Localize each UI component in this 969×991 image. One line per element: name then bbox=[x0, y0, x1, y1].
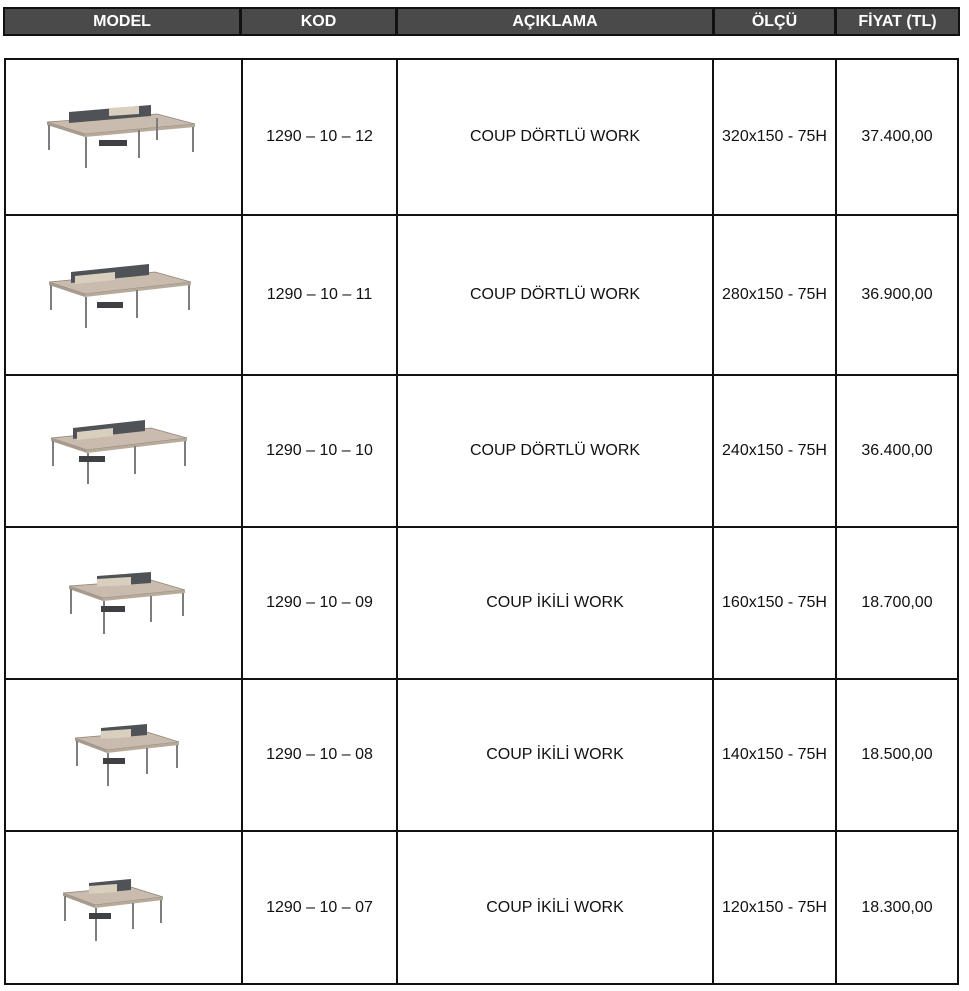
olcu-cell: 140x150 - 75H bbox=[714, 680, 837, 830]
price-table bbox=[4, 58, 959, 985]
kod-cell: 1290 – 10 – 09 bbox=[243, 528, 398, 678]
fiyat-cell: 18.300,00 bbox=[861, 898, 933, 916]
coup-four-person-desk-icon bbox=[39, 406, 209, 496]
model-image-cell bbox=[6, 60, 243, 214]
header-olcu: ÖLÇÜ bbox=[715, 9, 837, 34]
fiyat-cell: 18.700,00 bbox=[861, 594, 933, 611]
header-model: MODEL bbox=[5, 9, 242, 34]
model-image-cell bbox=[6, 376, 243, 526]
fiyat-cell: 37.400,00 bbox=[861, 128, 933, 145]
kod-cell: 1290 – 10 – 07 bbox=[243, 832, 398, 983]
coup-two-person-desk-icon bbox=[39, 863, 209, 953]
aciklama-cell: COUP DÖRTLÜ WORK bbox=[398, 216, 714, 374]
fiyat-cell: 36.400,00 bbox=[861, 442, 933, 459]
aciklama-cell: COUP İKİLİ WORK bbox=[398, 528, 714, 678]
kod-cell: 1290 – 10 – 11 bbox=[243, 216, 398, 374]
model-image-cell bbox=[6, 528, 243, 678]
kod-cell: 1290 – 10 – 08 bbox=[243, 680, 398, 830]
olcu-cell: 240x150 - 75H bbox=[714, 376, 837, 526]
model-image-cell bbox=[6, 832, 243, 983]
kod-cell: 1290 – 10 – 10 bbox=[243, 376, 398, 526]
fiyat-cell: 18.500,00 bbox=[861, 746, 933, 763]
fiyat-cell: 36.900,00 bbox=[861, 286, 933, 303]
coup-two-person-desk-icon bbox=[39, 558, 209, 648]
table-row bbox=[6, 216, 957, 376]
aciklama-cell: COUP DÖRTLÜ WORK bbox=[398, 376, 714, 526]
olcu-cell: 320x150 - 75H bbox=[714, 60, 837, 214]
coup-four-person-desk-icon bbox=[39, 92, 209, 182]
table-row bbox=[6, 376, 957, 528]
aciklama-cell: COUP DÖRTLÜ WORK bbox=[398, 60, 714, 214]
coup-two-person-desk-icon bbox=[39, 710, 209, 800]
header-aciklama: AÇIKLAMA bbox=[398, 9, 715, 34]
table-row bbox=[6, 60, 957, 216]
aciklama-cell: COUP İKİLİ WORK bbox=[398, 680, 714, 830]
model-image-cell bbox=[6, 216, 243, 374]
table-row bbox=[6, 528, 957, 680]
olcu-cell: 280x150 - 75H bbox=[714, 216, 837, 374]
olcu-cell: 160x150 - 75H bbox=[714, 528, 837, 678]
table-row bbox=[6, 832, 957, 983]
header-kod: KOD bbox=[242, 9, 398, 34]
model-image-cell bbox=[6, 680, 243, 830]
olcu-cell: 120x150 - 75H bbox=[714, 832, 837, 983]
table-row bbox=[6, 680, 957, 832]
kod-cell: 1290 – 10 – 12 bbox=[243, 60, 398, 214]
coup-four-person-desk-icon bbox=[39, 250, 209, 340]
table-header bbox=[3, 7, 960, 36]
header-fiyat: FİYAT (TL) bbox=[858, 12, 937, 30]
aciklama-cell: COUP İKİLİ WORK bbox=[398, 832, 714, 983]
